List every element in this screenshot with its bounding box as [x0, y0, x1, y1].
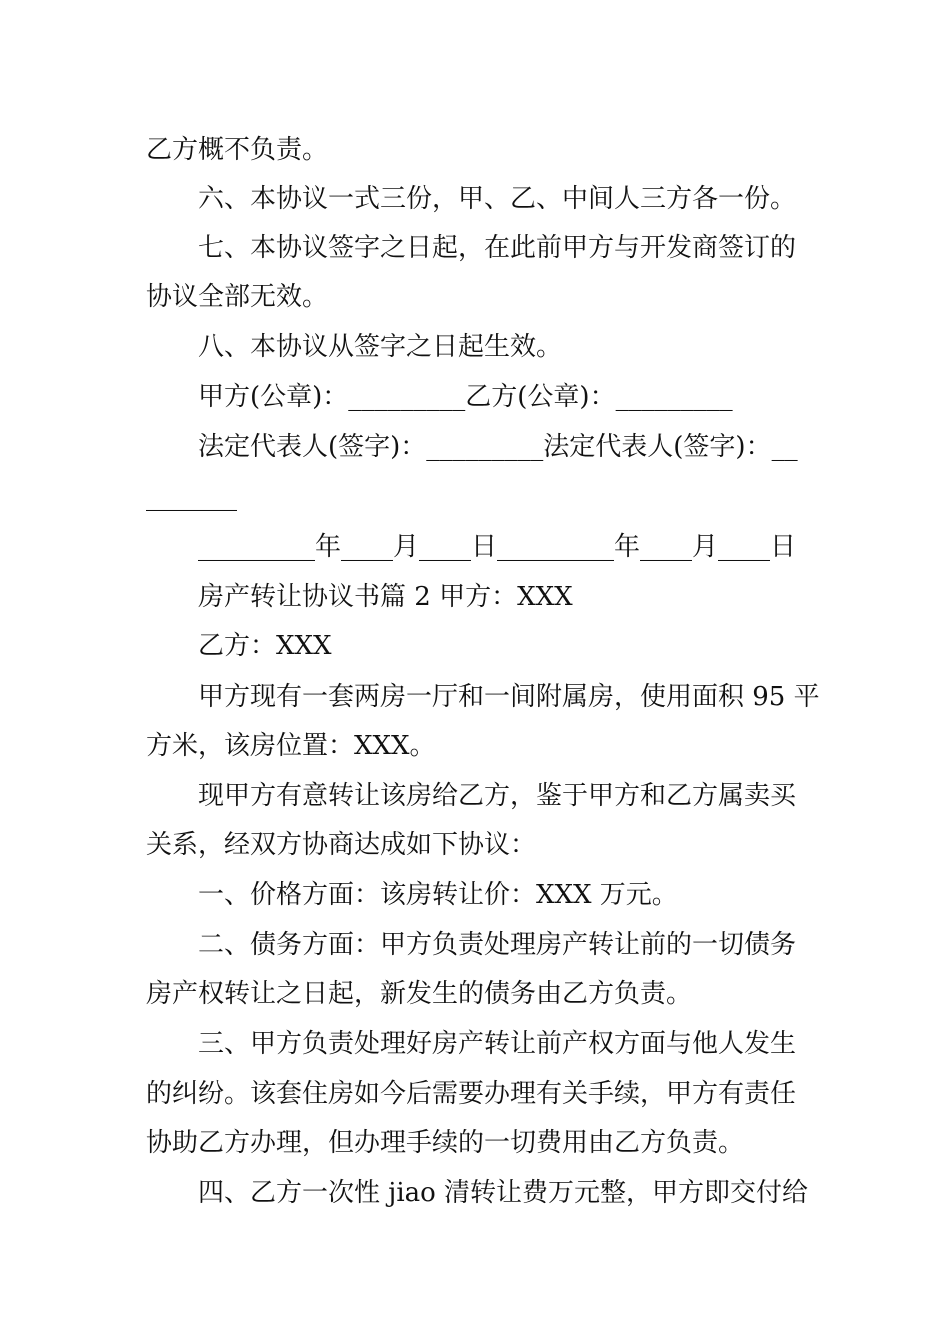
text-line-2: 六、本协议一式三份，甲、乙、中间人三方各一份。 — [198, 184, 797, 214]
text-line-6: 甲方(公章)：_________乙方(公章)：_________ — [198, 382, 733, 412]
text-line-17: 二、债务方面：甲方负责处理房产转让前的一切债务 — [198, 930, 797, 960]
text-line-18: 房产权转让之日起，新发生的债务由乙方负责。 — [146, 979, 693, 1009]
text-line-4: 协议全部无效。 — [146, 282, 329, 312]
text-line-14: 现甲方有意转让该房给乙方，鉴于甲方和乙方属卖买 — [198, 781, 797, 811]
text-line-21: 协助乙方办理，但办理手续的一切费用由乙方负责。 — [146, 1128, 745, 1158]
text-line-19: 三、甲方负责处理好房产转让前产权方面与他人发生 — [198, 1029, 797, 1059]
text-line-22: 四、乙方一次性 jiao 清转让费万元整，甲方即交付给 — [198, 1178, 809, 1208]
text-line-11: 乙方：XXX — [198, 631, 332, 661]
text-line-16: 一、价格方面：该房转让价：XXX 万元。 — [198, 880, 678, 910]
text-line-8: _______ — [146, 482, 237, 512]
text-line-7: 法定代表人(签字)：_________法定代表人(签字)：__ — [198, 432, 798, 462]
text-line-12: 甲方现有一套两房一厅和一间附属房，使用面积 95 平 — [198, 682, 820, 712]
text-line-9: _________年____月____日_________年____月____日 — [198, 532, 797, 562]
text-line-20: 的纠纷。该套住房如今后需要办理有关手续，甲方有责任 — [146, 1079, 797, 1109]
text-line-3: 七、本协议签字之日起，在此前甲方与开发商签订的 — [198, 233, 797, 263]
text-line-1: 乙方概不负责。 — [146, 135, 329, 165]
text-line-5: 八、本协议从签字之日起生效。 — [198, 332, 563, 362]
text-line-13: 方米，该房位置：XXX。 — [146, 731, 436, 761]
text-line-15: 关系，经双方协商达成如下协议： — [146, 830, 537, 860]
text-line-10: 房产转让协议书篇 2 甲方：XXX — [198, 582, 573, 612]
